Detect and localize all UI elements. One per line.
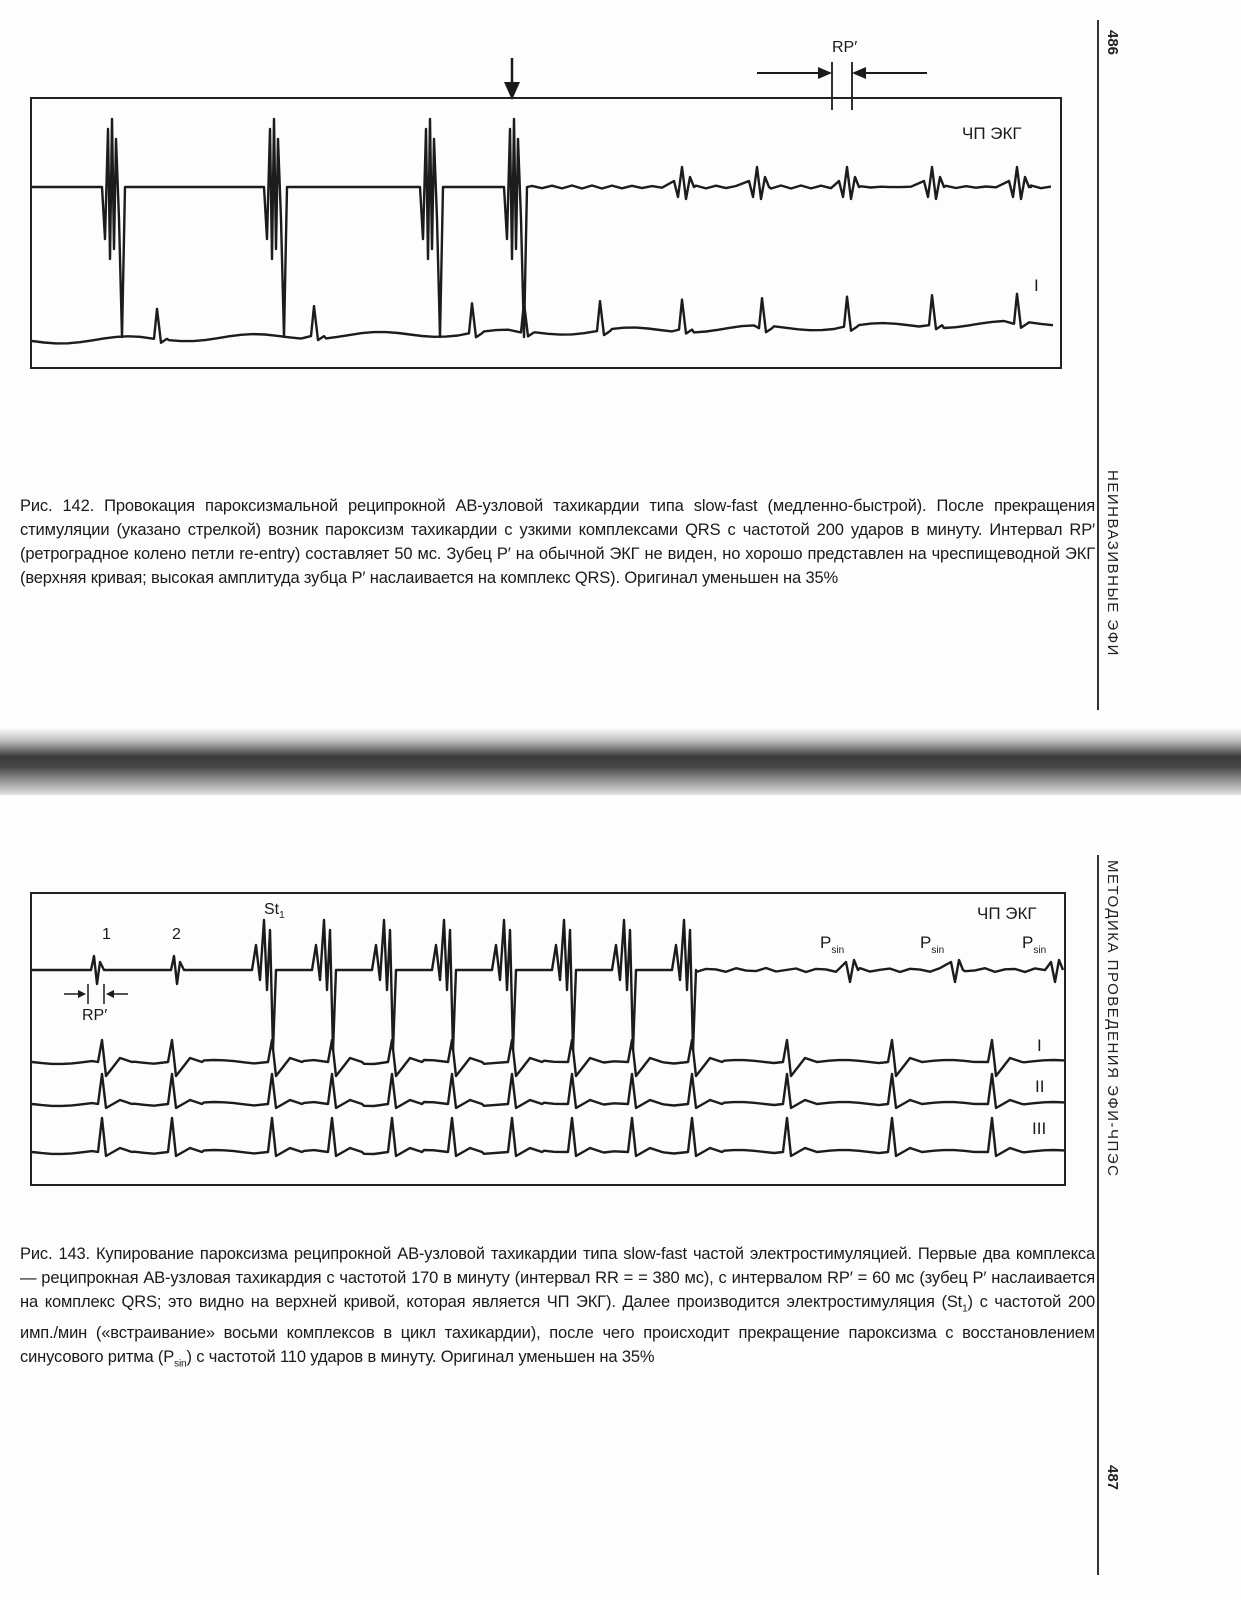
fig142-trace-chp-ekg <box>32 119 1051 337</box>
stim-stop-arrow <box>504 58 520 100</box>
fig143-rp-interval-marker <box>64 984 128 1024</box>
rp-label-fig142: RP′ <box>832 39 858 56</box>
fig143-ecg-svg <box>32 894 1064 1184</box>
fig143-label-rp: RP′ <box>82 1007 108 1024</box>
fig143-caption-part-2: ) с частотой 200 имп./мин («встраивание» восьми комплексов в цикл тахикардии), после чего происходит прекращение пароксизма с восстановлением синусового ритма (P <box>20 1293 1095 1367</box>
fig143-trace-lead-i <box>32 1040 1064 1076</box>
fig143-label-beat-2: 2 <box>172 926 181 943</box>
fig143-caption-part-1: Рис. 143. Купирование пароксизма реципрокной АВ-узловой тахикардии типа slow-fast частой электростимуляцией. Первые два комплекса — реципрокная АВ-узловая тахикардия с частотой 170 в минуту (интервал RR = = 380 мс), с интервалом RP′ = 60 мс (зубец P′ наслаивается на комплекс QRS; это видно на верхней кривой, которая является ЧП ЭКГ). Далее производится электростимуляция (St <box>20 1245 1095 1311</box>
fig142-ecg-svg <box>32 99 1060 367</box>
running-head-bottom: МЕТОДИКА ПРОВЕДЕНИЯ ЭФИ-ЧПЭС <box>1104 860 1121 1178</box>
fig143-caption-st-sub: 1 <box>962 1303 968 1315</box>
fig143-label-psin-3 <box>1022 933 1046 956</box>
fig143-label-chp-ekg: ЧП ЭКГ <box>977 904 1037 923</box>
fig143-label-st1 <box>264 901 285 921</box>
psin-1-main: P <box>820 933 832 952</box>
psin-2-main: P <box>920 933 932 952</box>
page-487 <box>0 795 1241 1600</box>
page-486 <box>0 0 1241 740</box>
psin-3-sub: sin <box>1033 945 1047 956</box>
page-number-487: 487 <box>1104 1465 1121 1491</box>
fig143-caption-p-sub: sin <box>174 1358 187 1370</box>
st-main: St <box>264 901 280 918</box>
fig142-label-lead-i: I <box>1034 276 1039 295</box>
psin-1-sub: sin <box>831 945 845 956</box>
fig143-trace-chp-ekg <box>32 920 1063 1050</box>
book-gutter-shadow <box>0 728 1241 800</box>
psin-2-sub: sin <box>931 945 945 956</box>
fig143-psin-labels <box>820 933 1046 956</box>
fig143-trace-lead-ii <box>32 1074 1064 1108</box>
fig143-label-lead-i: I <box>1037 1036 1042 1055</box>
fig143-caption <box>20 1242 1095 1377</box>
running-head-top: НЕИНВАЗИВНЫЕ ЭФИ <box>1104 470 1121 657</box>
fig142-label-chp-ekg: ЧП ЭКГ <box>962 124 1022 143</box>
fig143-label-lead-ii: II <box>1035 1077 1045 1096</box>
fig143-trace-lead-iii <box>32 1118 1064 1156</box>
page-number-486: 486 <box>1104 30 1121 56</box>
fig143-label-lead-iii: III <box>1032 1119 1047 1138</box>
fig143-label-beat-1: 1 <box>102 926 111 943</box>
fig143-label-psin-2 <box>920 933 944 956</box>
bottom-page-side-rule <box>1097 855 1099 1575</box>
fig143-label-psin-1 <box>820 933 844 956</box>
st-sub: 1 <box>279 910 285 921</box>
fig142-caption: Рис. 142. Провокация пароксизмальной реципрокной АВ-узловой тахикардии типа slow-fast (медленно-быстрой). После прекращения стимуляции (указано стрелкой) возник пароксизм тахикардии с узкими комплексами QRS с частотой 200 ударов в минуту. Интервал RP′ (ретроградное колено петли re-entry) составляет 50 мс. Зубец P′ на обычной ЭКГ не виден, но хорошо представлен на чреспищеводной ЭКГ (верхняя кривая; высокая амплитуда зубца P′ наслаивается на комплекс QRS). Оригинал уменьшен на 35% <box>20 497 1095 587</box>
fig142-ecg-panel <box>30 97 1062 369</box>
psin-3-main: P <box>1022 933 1034 952</box>
top-page-side-rule <box>1097 20 1099 710</box>
fig142-annotation-arrows <box>0 0 1241 110</box>
fig142-trace-lead-i <box>32 294 1053 344</box>
fig143-ecg-panel <box>30 892 1066 1186</box>
fig143-caption-part-3: ) с частотой 110 ударов в минуту. Оригинал уменьшен на 35% <box>186 1348 655 1367</box>
